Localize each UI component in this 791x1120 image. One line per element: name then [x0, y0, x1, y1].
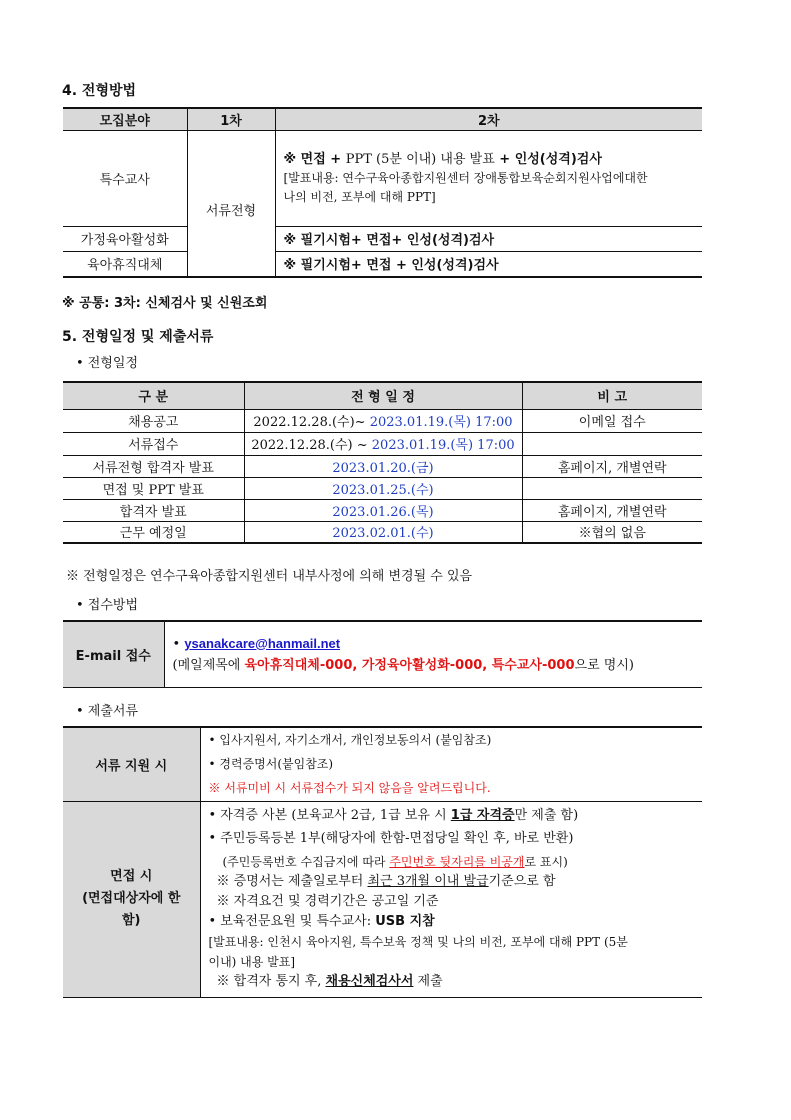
- schedule-note: ※ 전형일정은 연수구육아종합지원센터 내부사정에 의해 변경될 수 있음: [66, 569, 473, 584]
- bullet-docs: • 제출서류: [76, 704, 139, 719]
- section-5-title: 5. 전형일정 및 제출서류: [62, 329, 214, 345]
- email-link[interactable]: ysanakcare@hanmail.net: [184, 635, 341, 651]
- docs-interview-detail: • 자격증 사본 (보육교사 2급, 1급 보유 시 1급 자격증만 제출 함) • 주민등록등본 1부(해당자에 한함-면접당일 확인 후, 바로 반환) (주민등록번호 수집금지에 따라 주민번호 뒷자리를 비공개로 표시) ※ 증명서는 제출일로부터 최근 3개월 이내 발급기준으로 함 ※ 자격요건 및 경력기간은 공고일 기준 • 보육전문요원 및 특수교사: USB 지참 [발표내용: 인천시 육아지원, 특수보육 정책 및 나의 비전, 포부에 대해 PPT (5분 이내) 내용 발표] ※ 합격자 통지 후, 채용신체검사서 제출: [208, 808, 628, 989]
- docs-application-detail: • 입사지원서, 자기소개서, 개인정보동의서 (붙임참조) • 경력증명서(붙임참조) ※ 서류미비 시 서류접수가 되지 않음을 알려드립니다.: [208, 733, 492, 796]
- field-special-teacher: 특수교사: [63, 130, 187, 226]
- common-note: ※ 공통: 3차: 신체검사 및 신원조회: [62, 296, 268, 311]
- table-row: 서류접수 2022.12.28.(수) ~ 2023.01.19.(목) 17:00: [63, 432, 702, 455]
- schedule-header-date: 전 형 일 정: [244, 382, 522, 409]
- table-row: 면접 및 PPT 발표 2023.01.25.(수): [63, 477, 702, 499]
- schedule-header-item: 구 분: [63, 382, 244, 409]
- round2-special-teacher: ※ 면접 + PPT (5분 이내) 내용 발표 + 인성(성격)검사 [발표내용: 연수구육아종합지원센터 장애통합보육순회지원사업에대한 나의 비전, 포부에 대해 PPT]: [283, 151, 648, 204]
- header-round1: 1차: [187, 108, 275, 130]
- docs-interview-label: 면접 시 (면접대상자에 한 함): [63, 801, 200, 997]
- selection-method-table: [63, 107, 702, 278]
- field-home-childcare: 가정육아활성화: [63, 226, 187, 251]
- schedule-table: [63, 381, 702, 544]
- header-round2: 2차: [275, 108, 702, 130]
- table-row: 서류전형 합격자 발표 2023.01.20.(금) 홈페이지, 개별연락: [63, 455, 702, 477]
- table-row: 합격자 발표 2023.01.26.(목) 홈페이지, 개별연락: [63, 499, 702, 521]
- round1-document-screening: 서류전형: [187, 130, 275, 277]
- apply-method-table: [63, 620, 702, 688]
- bullet-apply: • 접수방법: [76, 598, 139, 613]
- bullet-schedule: • 전형일정: [76, 356, 139, 371]
- apply-label: E-mail 접수: [63, 621, 164, 687]
- apply-detail: • ysanakcare@hanmail.net (메일제목에 육아휴직대체-000, 가정육아활성화-000, 특수교사-000으로 명시): [172, 635, 634, 673]
- table-row: 근무 예정일 2023.02.01.(수) ※협의 없음: [63, 521, 702, 543]
- round2-home-childcare: ※ 필기시험+ 면접+ 인성(성격)검사: [283, 233, 495, 248]
- section-4-title: 4. 전형방법: [62, 83, 137, 99]
- schedule-header-note: 비 고: [522, 382, 702, 409]
- header-field: 모집분야: [63, 108, 187, 130]
- docs-application-label: 서류 지원 시: [63, 727, 200, 801]
- table-row: 채용공고 2022.12.28.(수)~ 2023.01.19.(목) 17:00 이메일 접수: [63, 409, 702, 432]
- field-leave-replacement: 육아휴직대체: [63, 251, 187, 277]
- documents-table: [63, 726, 702, 998]
- round2-leave-replacement: ※ 필기시험+ 면접 + 인성(성격)검사: [283, 258, 499, 274]
